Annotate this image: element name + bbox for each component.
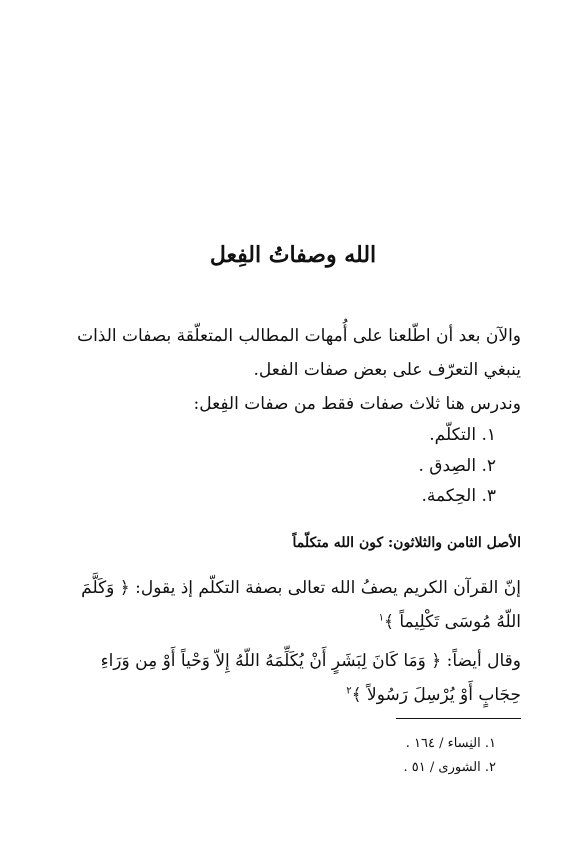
quran-speech-paragraph (61, 571, 521, 639)
intro-paragraph: والآن بعد أن اطّلعنا على أُمهات المطالب المتعلّقة بصفات الذات ينبغي التعرّف على بعض صفات الفعل. (77, 326, 521, 380)
footnote-1: ١. النِساء / ١٦٤ . (405, 736, 496, 751)
footnote-ref-1: ١ (378, 612, 384, 624)
quran-speech-text: إنّ القرآن الكريم يصفُ الله تعالى بصفة التكلّم إذ يقول: ﴿ وَكَلَّمَ اللّهُ مُوسَى تَكْلِيماً ﴾ (81, 578, 521, 632)
section-heading: الأصل الثامن والثلاثون: كون الله متكلّماً (292, 535, 521, 551)
footnote-divider (396, 718, 521, 719)
quran-revelation-text: وقال أيضاً: ﴿ وَمَا كَانَ لِبَشَرٍ أَنْ يُكَلِّمَهُ اللّهُ إِلاّ وَحْياً أَوْ مِن وَرَاءِ حِجَابٍ أَوْ يُرْسِلَ رَسُولاً ﴾ (100, 651, 521, 705)
quran-revelation-paragraph (61, 644, 521, 712)
footnote-2: ٢. الشورى / ٥١ . (403, 760, 496, 775)
list-item-speech: ١. التكلّم. (429, 425, 496, 445)
footnote-ref-2: ٢ (346, 685, 352, 697)
page-title: الله وصفاتُ الفِعل (209, 242, 377, 268)
list-item-wisdom: ٣. الحِكمة. (421, 486, 496, 506)
list-item-truthfulness: ٢. الصِدق . (418, 456, 496, 476)
list-intro-paragraph: وندرس هنا ثلاث صفات فقط من صفات الفِعل: (193, 394, 521, 414)
